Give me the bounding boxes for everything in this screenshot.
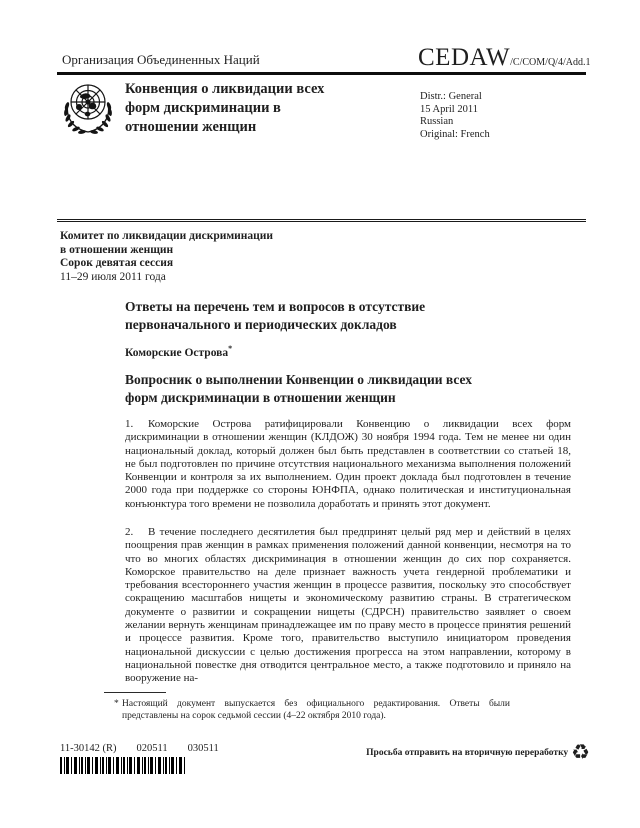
document-number: 11-30142 (R)	[60, 743, 117, 754]
paragraph-number: 2.	[125, 526, 134, 538]
org-name: Организация Объединенных Наций	[62, 52, 260, 67]
footnote-marker: *	[114, 699, 119, 709]
paragraph-text: В течение последнего десятилетия был предпринят целый ряд мер и действий в целях поощрения прав женщин в рамках применения положений данной конвенции, несмотря на то что во многих областях дискриминация в отношении женщин до сих пор сохраняется. Коморское правительство на деле признает важность учета гендерной проблематики и требования всестороннего участия женщин в процессе развития, поскольку это способствует сокращению масштабов нищеты и экономическому развитию страны. В стратегическом документе о развитии и сокращении нищеты (СДРСН) правительство заявляет о своем желании вернуть женщинам принадлежащее им по праву место в процессе принятия решений и процессе развития. Кроме того, правительство выступило инициатором проведения национальной дискуссии с целью достижения прогресса на этом направлении, которому в национальной повестке дня отводится центральное место, а также подготовило и приняло на вооружение на-	[125, 526, 571, 685]
original-line: Original: French	[420, 128, 490, 140]
doc-symbol-main: CEDAW	[418, 44, 511, 71]
footer-code-2: 030511	[187, 743, 219, 754]
section-rule	[57, 219, 586, 222]
barcode-icon	[60, 757, 186, 774]
questionnaire-heading: Вопросник о выполнении Конвенции о ликвидации всех форм дискриминации в отношении женщин	[125, 372, 472, 405]
paragraph-2	[125, 526, 571, 686]
session-title: Сорок девятая сессия	[60, 257, 174, 269]
committee-block	[60, 230, 273, 284]
language-line: Russian	[420, 116, 454, 127]
footnote	[114, 698, 510, 722]
un-emblem-icon	[55, 79, 121, 146]
country-name	[125, 344, 232, 359]
distr-line: Distr.: General	[420, 91, 482, 102]
distribution-block	[420, 91, 490, 141]
document-number-line	[60, 743, 239, 754]
country-label: Коморские Острова	[125, 346, 229, 359]
committee-name-line1: Комитет по ликвидации дискриминации	[60, 230, 274, 242]
footnote-marker-ref: *	[228, 344, 233, 353]
doc-symbol-suffix: /C/COM/Q/4/Add.1	[510, 57, 591, 68]
paragraph-number: 1.	[125, 418, 134, 430]
footnote-text: Настоящий документ выпускается без официального редактирования. Ответы были представлены на сорок седьмой сессии (4–22 октября 2010 года).	[122, 699, 510, 721]
footer-code-1: 020511	[136, 743, 168, 754]
header-rule	[57, 72, 586, 75]
recycle-notice	[366, 742, 590, 763]
recycle-icon: ♻	[571, 740, 590, 764]
footnote-rule	[104, 692, 166, 693]
date-line: 15 April 2011	[420, 103, 478, 115]
paragraph-text: Коморские Острова ратифицировали Конвенцию о ликвидации всех форм дискриминации в отношении женщин (КЛДОЖ) 30 ноября 1994 года. Тем не менее ни один национальный доклад, который должен был быть представлен в соответствии со статьей 18, не был подготовлен по причине отсутствия национального механизма выполнения положений Конвенции и контроля за их выполнением. Один проект доклада был подготовлен в течение 2000 года при поддержке со стороны ЮНФПА, однако политическая и институциональная конъюнктура того времени не позволила доработать и принять этот документ.	[125, 418, 571, 510]
paragraph-1	[125, 418, 571, 511]
doc-symbol	[418, 44, 590, 72]
session-dates: 11–29 июля 2011 года	[60, 270, 166, 283]
recycle-text: Просьба отправить на вторичную переработку	[366, 747, 569, 758]
committee-name-line2: в отношении женщин	[60, 243, 174, 256]
masthead-title: Конвенция о ликвидации всех форм дискриминации в отношении женщин	[125, 81, 325, 135]
document-heading: Ответы на перечень тем и вопросов в отсутствие первоначального и периодических докладов	[125, 299, 426, 332]
